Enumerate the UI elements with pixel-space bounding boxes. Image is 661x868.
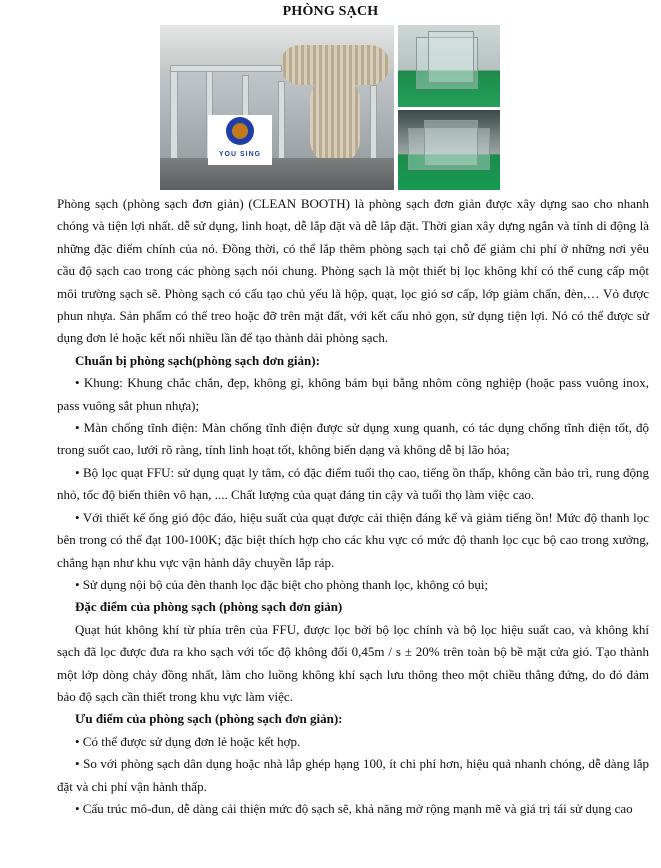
clean-booth-photo bbox=[160, 25, 394, 190]
section-heading-features: Đặc điểm của phòng sạch (phòng sạch đơn giản) bbox=[75, 599, 343, 615]
page-title: PHÒNG SẠCH bbox=[282, 4, 379, 19]
you-sing-logo bbox=[208, 115, 272, 165]
section-heading-advantages: Ưu điểm của phòng sạch (phòng sạch đơn giản): bbox=[75, 711, 343, 727]
article-body bbox=[57, 193, 649, 820]
list-item: • Với thiết kế ống gió độc đáo, hiệu suất của quạt được cải thiện đáng kể và giảm tiếng ồn! Mức độ thanh lọc bên trong có thể đạt 100-100K; đặc biệt thích hợp cho các khu vực có mức độ thanh lọc cục bộ cao trong xưởng, chẳng hạn như khu vực vận hành dây chuyền lắp ráp. bbox=[57, 509, 649, 570]
list-item: • Khung: Khung chắc chắn, đẹp, không gỉ, không bám bụi bằng nhôm công nghiệp (hoặc pass vuông inox, pass vuông sắt phun nhựa); bbox=[57, 375, 649, 413]
photo-collage bbox=[160, 25, 500, 190]
intro-paragraph: Phòng sạch (phòng sạch đơn giản) (CLEAN BOOTH) là phòng sạch đơn giản được xây dựng sao cho nhanh chóng và tiện lợi nhất. dễ sử dụng, linh hoạt, dễ lắp đặt và dễ lắp đặt. Thời gian xây dựng ngắn và tính di động là những đặc điểm chính của nó. Đồng thời, có thể lắp thêm phòng sạch tại chỗ để giảm chi phí ở những nơi yêu cầu độ sạch cao trong các phòng sạch nói chung. Phòng sạch là một thiết bị lọc không khí có thể cung cấp một môi trường sạch sẽ. Phòng sạch có cấu tạo chủ yếu là hộp, quạt, lọc gió sơ cấp, lớp giảm chấn, đèn,… Vỏ được phun nhựa. Sản phẩm có thể treo hoặc đỡ trên mặt đất, với kết cấu nhỏ gọn, sử dụng tiện lợi. Nó có thể được sử dụng đơn lẻ hoặc kết nối nhiều lần để tạo thành dải phòng sạch. bbox=[57, 196, 649, 346]
section-heading-preparation: Chuẩn bị phòng sạch(phòng sạch đơn giản): bbox=[75, 352, 320, 368]
list-item: • Sử dụng nội bộ của đèn thanh lọc đặc biệt cho phòng thanh lọc, không có bụi; bbox=[75, 576, 489, 592]
cleanroom-photo-bottom bbox=[398, 110, 500, 190]
list-item: • Cấu trúc mô-đun, dễ dàng cải thiện mức độ sạch sẽ, khả năng mở rộng mạnh mẽ và giá trị tái sử dụng cao bbox=[75, 800, 633, 816]
list-item: • Màn chống tĩnh điện: Màn chống tĩnh điện được sử dụng xung quanh, có tác dụng chống tĩnh điện tốt, độ trong suốt cao, lưới rõ ràng, tính linh hoạt tốt, không biến dạng và không dễ bị lão hóa; bbox=[57, 420, 649, 458]
list-item: • Có thể được sử dụng đơn lẻ hoặc kết hợp. bbox=[75, 733, 301, 749]
list-item: • Bộ lọc quạt FFU: sử dụng quạt ly tâm, có đặc điểm tuổi thọ cao, tiếng ồn thấp, không cần bảo trì, rung động nhỏ, tốc độ biến thiên vô hạn, .... Chất lượng của quạt đáng tin cậy và tuổi thọ làm việc cao. bbox=[57, 464, 649, 503]
list-item: • So với phòng sạch dân dụng hoặc nhà lắp ghép hạng 100, ít chi phí hơn, hiệu quả nhanh chóng, dễ dàng lắp đặt và chi phí vận hành thấp. bbox=[57, 756, 649, 794]
features-paragraph: Quạt hút không khí từ phía trên của FFU, được lọc bởi bộ lọc chính và bộ lọc hiệu suất cao, và không khí sạch đã lọc được đưa ra kho sạch với tốc độ không đổi 0,45m / s ± 20% trên toàn bộ bề mặt cửa gió. Tạo thành một lớp dòng chảy đồng nhất, làm cho luồng không khí sạch lưu thông theo một chiều thẳng đứng, do đó đảm bảo độ sạch cần thiết trong khu vực làm việc. bbox=[57, 621, 649, 704]
logo-text: YOU SING bbox=[218, 151, 262, 158]
cleanroom-photo-top bbox=[398, 25, 500, 107]
